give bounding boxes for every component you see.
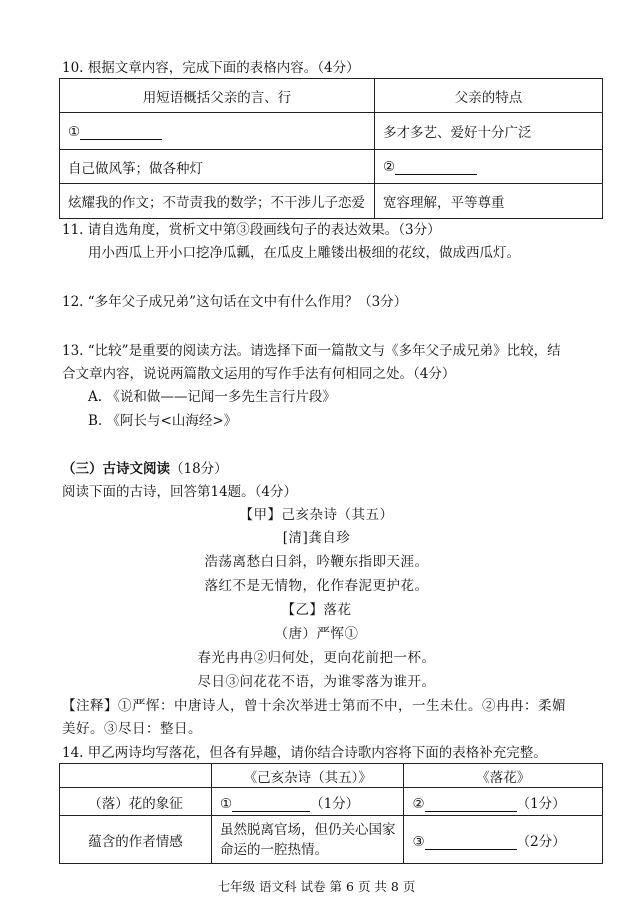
poem-a-title: 【甲】己亥杂诗（其五） — [239, 507, 394, 523]
q10-header-left: 用短语概括父亲的言、行 — [60, 79, 375, 113]
q14-title: 14. 甲乙两诗均写落花，但各有异趣，请你结合诗歌内容将下面的表格补充完整。 — [62, 745, 547, 761]
q13-option-a: A. 《说和做——记闻一多先生言行片段》 — [88, 389, 336, 405]
notes-line1: 【注释】①严恽：中唐诗人，曾十余次举进士第而不中，一生未仕。②冉冉：柔媚 — [62, 698, 566, 714]
q12-title: 12. “多年父子成兄弟”这句话在文中有什么作用？（3分） — [62, 294, 408, 310]
q10-table — [59, 78, 603, 219]
q14-row2-label: 蕴含的作者情感 — [60, 816, 212, 864]
q13-line1: 13. “比较”是重要的阅读方法。请选择下面一篇散文与《多年父子成兄弟》比较，结 — [62, 343, 561, 359]
poem-b-line2: 尽日③问花花不语，为谁零落为谁开。 — [197, 674, 436, 690]
poem-a-author: [清]龚自珍 — [282, 530, 351, 546]
q10-row2-left: 自己做风筝；做各种灯 — [60, 150, 375, 184]
q14-header-poem-a: 《己亥杂诗（其五）》 — [211, 764, 404, 788]
q14-row1-label: （落）花的象征 — [60, 788, 212, 816]
q10-row2-right[interactable]: ② — [374, 150, 602, 184]
q14-header-empty — [60, 764, 212, 788]
q13-line2: 合文章内容，说说两篇散文运用的写作手法有何相同之处。（4分） — [62, 366, 456, 382]
q11-title: 11. 请自选角度，赏析文中第③段画线句子的表达效果。（3分） — [62, 222, 441, 238]
q13-option-b: B. 《阿长与<山海经>》 — [88, 413, 238, 429]
q10-row3-left: 炫耀我的作文；不苛责我的数学；不干涉儿子恋爱 — [60, 184, 375, 219]
q14-header-poem-b: 《落花》 — [404, 764, 603, 788]
q10-header-right: 父亲的特点 — [374, 79, 602, 113]
q14-row2-a: 虽然脱离官场，但仍关心国家 命运的一腔热情。 — [211, 816, 404, 864]
poem-b-title: 【乙】落花 — [281, 602, 352, 618]
q10-title: 10. 根据文章内容，完成下面的表格内容。（4分） — [62, 60, 360, 76]
page-footer: 七年级 语文科 试卷 第 6 页 共 8 页 — [217, 879, 416, 894]
q10-row1-right: 多才多艺、爱好十分广泛 — [374, 113, 602, 150]
section3-heading: （三）古诗文阅读（18分） — [62, 461, 228, 477]
q14-row1-a[interactable]: ① （1分） — [211, 788, 404, 816]
q14-row2-b[interactable]: ③ （2分） — [404, 816, 603, 864]
poem-b-line1: 春光冉冉②归何处，更向花前把一杯。 — [197, 650, 436, 666]
q14-row1-b[interactable]: ② （1分） — [404, 788, 603, 816]
poem-a-line2: 落红不是无情物，化作春泥更护花。 — [204, 578, 429, 594]
poem-b-author: （唐）严恽① — [274, 626, 359, 642]
section3-intro: 阅读下面的古诗，回答第14题。（4分） — [62, 484, 298, 500]
q10-row1-left[interactable]: ① — [60, 113, 375, 150]
q11-sentence: 用小西瓜上开小口挖净瓜瓤，在瓜皮上雕镂出极细的花纹，做成西瓜灯。 — [88, 245, 520, 261]
notes-line2: 美好。③尽日：整日。 — [62, 721, 202, 737]
poem-a-line1: 浩荡离愁白日斜，吟鞭东指即天涯。 — [204, 554, 429, 570]
q10-row3-right: 宽容理解，平等尊重 — [374, 184, 602, 219]
q14-table — [59, 763, 603, 864]
